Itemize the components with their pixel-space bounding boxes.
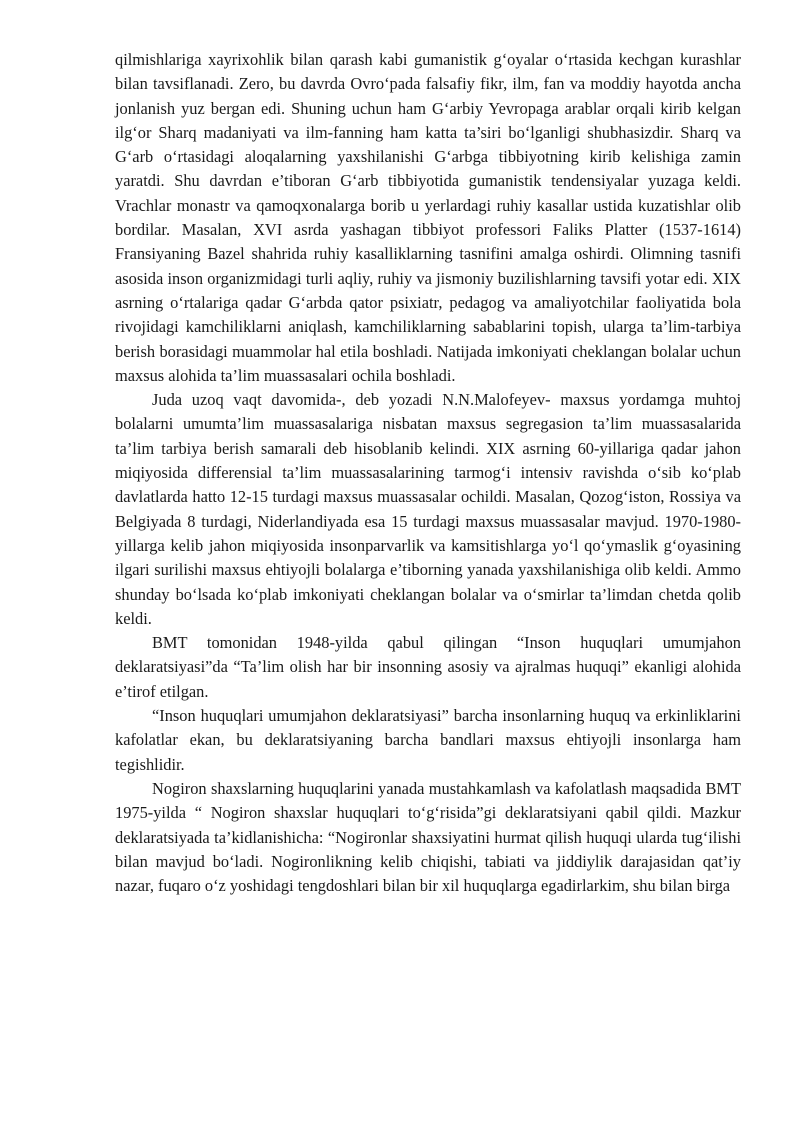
paragraph-bmt-1948: BMT tomonidan 1948-yilda qabul qilingan “Inson huquqlari umumjahon deklaratsiyasi”da “Ta’lim olish har bir insonning asosiy va ajralmas huquqi” ekanligi alohida e’tirof etilgan. [115, 633, 741, 701]
paragraph-continuation: qilmishlariga xayrixohlik bilan qarash kabi gumanistik g‘oyalar o‘rtasida kechgan kurashlar bilan tavsiflanadi. Zero, bu davrda Ovro‘pada falsafiy fikr, ilm, fan va moddiy hayotda ancha jonlanish yuz bergan edi. Shuning uchun ham G‘arbiy Yevropaga arablar orqali kirib kelgan ilg‘or Sharq madaniyati va ilm-fanning ham katta ta’siri bo‘lganligi shubhasizdir. Sharq va G‘arb o‘rtasidagi aloqalarning yaxshilanishi G‘arbga tibbiyotning kirib kelishiga zamin yaratdi. Shu davrdan e’tiboran G‘arb tibbiyotida gumanistik tendensiyalar yuzaga keldi. Vrachlar monastr va qamoqxonalarga borib u yerlardagi ruhiy kasallar ustida kuzatishlar olib bordilar. Masalan, XVI asrda yashagan tibbiyot professori Faliks Platter (1537-1614) Fransiyaning Bazel shahrida ruhiy kasalliklarning tasnifini amalga oshirdi. Olimning tasnifi asosida inson organizmidagi turli aqliy, ruhiy va jismoniy buzilishlarning tavsifi yotar edi. XIX asrning o‘rtalariga qadar G‘arbda qator psixiatr, pedagog va amaliyotchilar faoliyatida bola rivojidagi kamchiliklarni aniqlash, kamchiliklarning sabablarini topish, ularga ta’lim-tarbiya berish borasidagi muammolar hal etila boshladi. Natijada imkoniyati cheklangan bolalar uchun maxsus alohida ta’lim muassasalari ochila boshladi. [115, 50, 741, 385]
paragraph-declaration: “Inson huquqlari umumjahon deklaratsiyasi” barcha insonlarning huquq va erkinliklarini kafolatlar ekan, bu deklaratsiyaning barcha bandlari maxsus ehtiyojli insonlarga ham tegishlidir. [115, 706, 741, 774]
document-page [115, 48, 741, 898]
paragraph-bmt-1975: Nogiron shaxslarning huquqlarini yanada mustahkamlash va kafolatlash maqsadida BMT 1975-yilda “ Nogiron shaxslar huquqlari to‘g‘risida”gi deklaratsiyani qabil qildi. Mazkur deklaratsiyada ta’kidlanishicha: “Nogironlar shaxsiyatini hurmat qilish huquqi ularda tug‘ilishi bilan mavjud bo‘ladi. Nogironlikning kelib chiqishi, tabiati va jiddiylik darajasidan qat’iy nazar, fuqaro o‘z yoshidagi tengdoshlari bilan bir xil huquqlarga egadirlarkim, shu bilan birga [115, 778, 741, 896]
paragraph-malofeyev: Juda uzoq vaqt davomida-, deb yozadi N.N.Malofeyev- maxsus yordamga muhtoj bolalarni umumta’lim muassasalariga nisbatan maxsus segregasion ta’lim muassasalarida ta’lim tarbiya berish samarali deb hisoblanib kelindi. XIX asrning 60-yillariga qadar jahon miqiyosida differensial ta’lim muassasalarining tarmog‘i intensiv ravishda o‘sib ko‘plab davlatlarda hatto 12-15 turdagi maxsus muassasalar ochildi. Masalan, Qozog‘iston, Rossiya va Belgiyada 8 turdagi, Niderlandiyada esa 15 turdagi maxsus muassasalar mavjud. 1970-1980-yillarga kelib jahon miqiyosida insonparvarlik va kamsitishlarga yo‘l qo‘ymaslik g‘oyasining ilgari surilishi maxsus ehtiyojli bolalarga e’tiborning yanada yaxshilanishiga olib keldi. Ammo shunday bo‘lsada ko‘plab imkoniyati cheklangan bolalar va o‘smirlar ta’limdan chetda qolib keldi. [115, 390, 741, 628]
